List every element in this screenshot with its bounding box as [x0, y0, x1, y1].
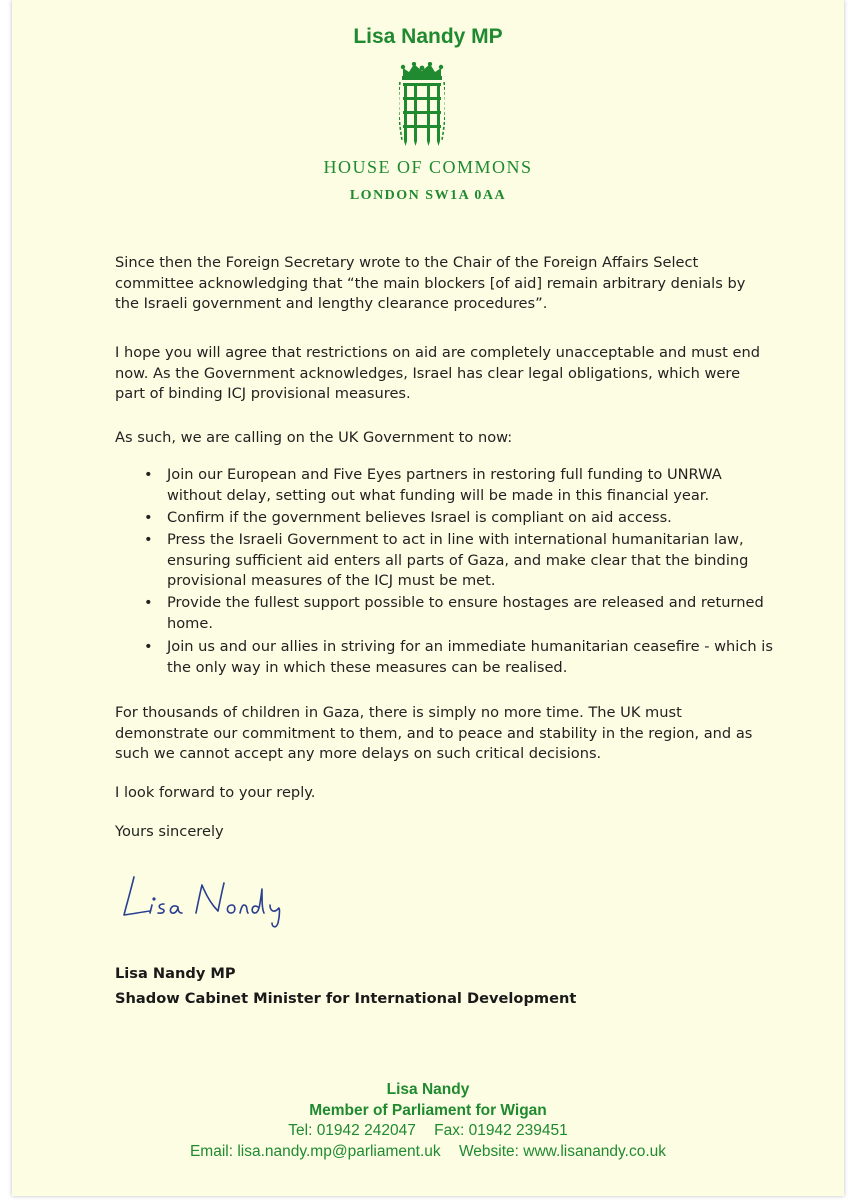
sign-off: Yours sincerely [115, 823, 224, 840]
paragraph [115, 253, 770, 315]
website-label: Website: [458, 1142, 519, 1160]
list-item: • Confirm if the government believes Israel is compliant on aid access. [144, 508, 672, 529]
portcullis-icon [399, 62, 445, 146]
paragraph [115, 822, 770, 843]
list-item: • Provide the fullest support possible to ensure hostages are released and returned home. [144, 593, 774, 634]
website-url: www.lisanandy.co.uk [523, 1142, 667, 1160]
list-item: • Join us and our allies in striving for an immediate humanitarian ceasefire - which is the only way in which these measures can be realised. [144, 637, 774, 678]
footer-phone-line [12, 1121, 844, 1142]
email-address: lisa.nandy.mp@parliament.uk [237, 1142, 441, 1160]
closing-paragraph: For thousands of children in Gaza, there is simply no more time. The UK must demonstrate our commitment to them, and to peace and stability in the region, and as such we cannot accept any more delays on such critical decisions. [115, 704, 753, 762]
tel-label: Tel: [288, 1122, 313, 1139]
footer-contact-line [12, 1142, 844, 1163]
paragraph [115, 343, 770, 405]
signatory-name: Lisa Nandy MP [115, 965, 236, 982]
list-item: • Press the Israeli Government to act in line with international humanitarian law, ensuring sufficient aid enters all parts of Gaza, and make clear that the binding provisional measures of the ICJ must be met. [144, 530, 774, 592]
tel-number: 01942 242047 [316, 1122, 416, 1139]
paragraph [115, 783, 770, 804]
email-label: Email: [189, 1142, 234, 1160]
institution-address: LONDON SW1A 0AA [349, 188, 507, 203]
paragraph [115, 703, 770, 765]
signatory-title: Shadow Cabinet Minister for International Development [115, 990, 577, 1007]
letterhead-name: Lisa Nandy MP [353, 25, 503, 48]
letter-page [12, 0, 844, 1196]
footer [12, 1080, 844, 1162]
footer-name: Lisa Nandy [386, 1081, 470, 1098]
signature [112, 865, 297, 940]
reply-line: I look forward to your reply. [115, 784, 316, 801]
institution-name: HOUSE OF COMMONS [323, 157, 533, 177]
fax-number: 01942 239451 [468, 1122, 568, 1139]
fax-label: Fax: [434, 1122, 465, 1139]
footer-role: Member of Parliament for Wigan [309, 1101, 547, 1119]
paragraph-2: I hope you will agree that restrictions on aid are completely unacceptable and must end now. As the Government acknowledges, Israel has clear legal obligations, which were part of binding ICJ provisional measures. [115, 344, 761, 402]
paragraph-3: As such, we are calling on the UK Government to now: [115, 429, 513, 446]
list-item: • Join our European and Five Eyes partners in restoring full funding to UNRWA without delay, setting out what funding will be made in this financial year. [144, 465, 774, 506]
paragraph-1: Since then the Foreign Secretary wrote to the Chair of the Foreign Affairs Select committee acknowledging that “the main blockers [of aid] remain arbitrary denials by the Israeli government and lengthy clearance procedures”. [115, 254, 746, 312]
paragraph [115, 428, 770, 449]
